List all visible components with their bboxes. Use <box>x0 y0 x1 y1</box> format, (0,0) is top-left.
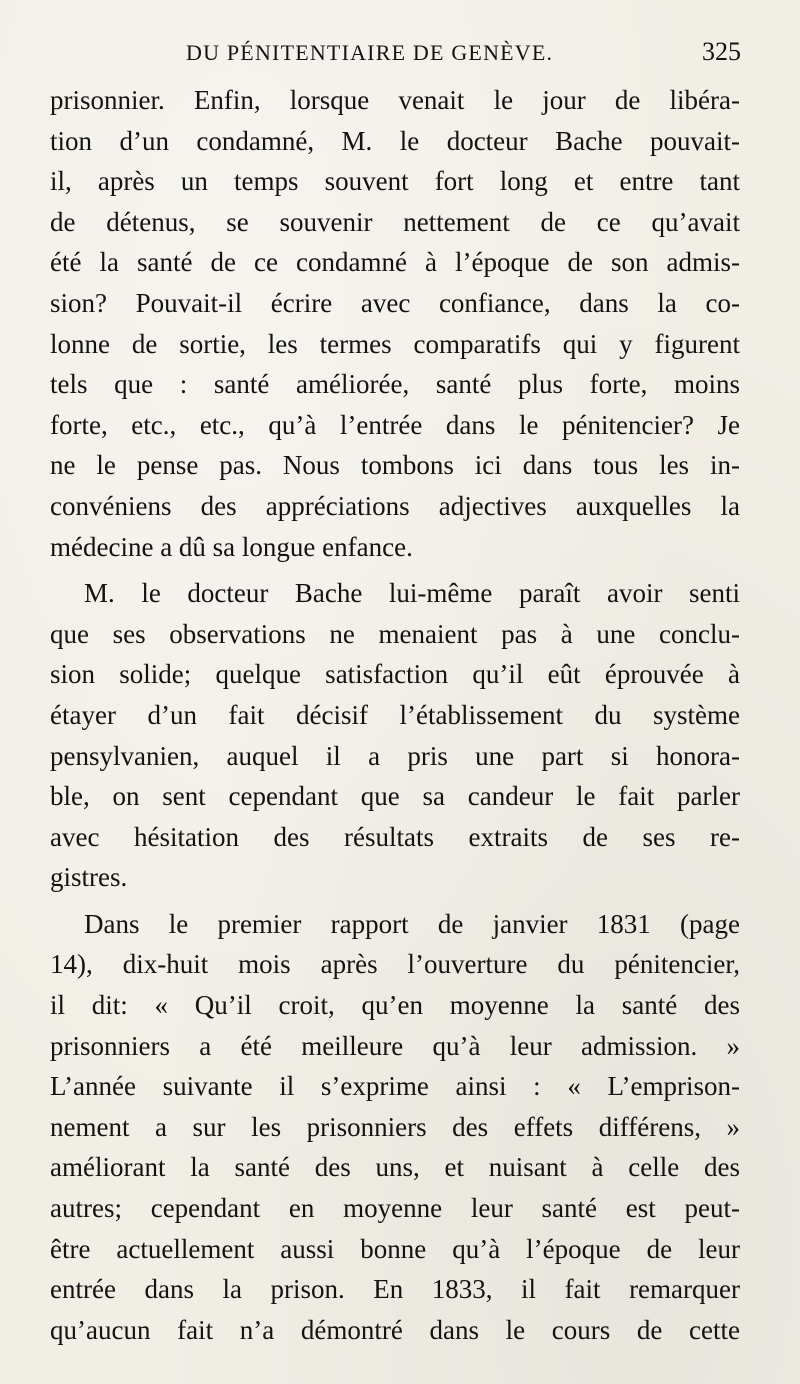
text-line: été la santé de ce condamné à l’époque de son admis- <box>50 247 740 278</box>
text-line: sion? Pouvait-il écrire avec confiance, dans la co- <box>50 287 740 318</box>
body-text <box>50 80 740 1350</box>
text-line: ne le pense pas. Nous tombons ici dans tous les in- <box>50 450 740 481</box>
text-line: lonne de sortie, les termes comparatifs qui y figurent <box>50 328 740 359</box>
text-line: 14), dix-huit mois après l’ouverture du pénitencier, <box>50 949 740 980</box>
paragraph-3 <box>50 904 740 1351</box>
text-line: pensylvanien, auquel il a pris une part si honora- <box>50 740 740 771</box>
text-line: M. le docteur Bache lui-même paraît avoir senti <box>84 578 740 609</box>
text-line: prisonniers a été meilleure qu’à leur admission. » <box>50 1030 740 1061</box>
paragraph-2 <box>50 573 740 898</box>
text-line: sion solide; quelque satisfaction qu’il eût éprouvée à <box>50 659 740 690</box>
page-number: 325 <box>702 37 741 66</box>
text-line: améliorant la santé des uns, et nuisant à celle des <box>50 1152 740 1183</box>
text-line: gistres. <box>50 862 128 893</box>
text-line: avec hésitation des résultats extraits de ses re- <box>50 821 740 852</box>
running-title: DU PÉNITENTIAIRE DE GENÈVE. <box>186 40 554 65</box>
text-line: ble, on sent cependant que sa candeur le fait parler <box>50 781 740 812</box>
text-line: il, après un temps souvent fort long et entre tant <box>50 166 740 197</box>
text-line: de détenus, se souvenir nettement de ce qu’avait <box>50 206 740 237</box>
text-line: convéniens des appréciations adjectives auxquelles la <box>50 490 740 521</box>
text-line: être actuellement aussi bonne qu’à l’époque de leur <box>50 1233 740 1264</box>
text-line: prisonnier. Enfin, lorsque venait le jour de libéra- <box>50 85 740 115</box>
text-line: tels que : santé améliorée, santé plus forte, moins <box>50 369 740 400</box>
text-line: qu’aucun fait n’a démontré dans le cours de cette <box>50 1314 740 1345</box>
text-line: que ses observations ne menaient pas à une conclu- <box>50 618 740 649</box>
text-line: autres; cependant en moyenne leur santé est peut- <box>50 1193 740 1224</box>
text-line: tion d’un condamné, M. le docteur Bache pouvait- <box>50 125 740 156</box>
text-line: il dit: « Qu’il croit, qu’en moyenne la santé des <box>50 990 740 1021</box>
text-line: médecine a dû sa longue enfance. <box>50 531 413 562</box>
text-line: forte, etc., etc., qu’à l’entrée dans le pénitencier? Je <box>50 409 740 440</box>
paragraph-1 <box>50 80 740 567</box>
text-line: Dans le premier rapport de janvier 1831 (page <box>84 908 740 939</box>
text-line: étayer d’un fait décisif l’établissement du système <box>50 699 740 730</box>
text-line: entrée dans la prison. En 1833, il fait remarquer <box>50 1274 740 1305</box>
text-line: L’année suivante il s’exprime ainsi : « L’emprison- <box>50 1071 740 1102</box>
text-line: nement a sur les prisonniers des effets différens, » <box>50 1111 740 1142</box>
page-header <box>0 37 800 76</box>
